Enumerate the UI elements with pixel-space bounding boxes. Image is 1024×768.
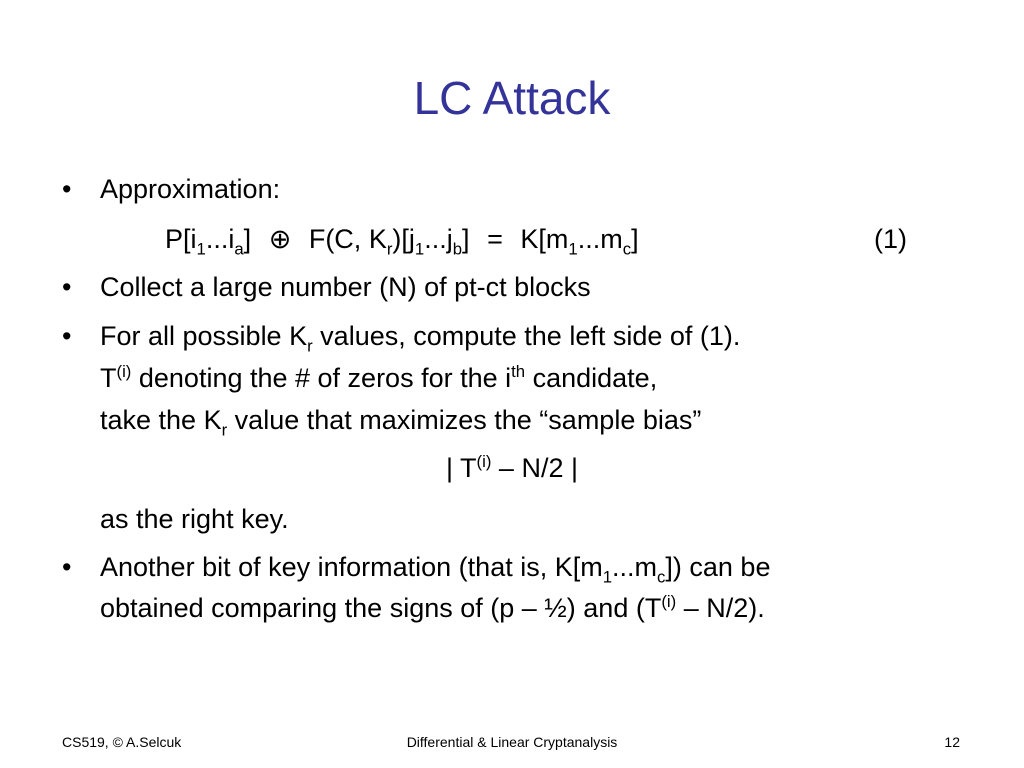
footer-course-title: Differential & Linear Cryptanalysis [406,734,618,750]
footer-author: CS519, © A.Selcuk [62,734,182,750]
bullet-marker-3: • [62,321,72,351]
bullet-marker-4: • [62,552,72,582]
bullet-approximation: Approximation: [100,174,281,204]
bullet-marker-1: • [62,174,72,204]
bullet-for-all-line-3: take the $K_r$ value that maximizes the “sample bias” [100,405,702,440]
bullet-another-bit-line-2: obtained comparing the signs of (p – ½) and $(T^{(i)} - N/2)$. [100,592,765,623]
sample-bias-formula: | $T^{(i)} - N/2$ | [446,452,578,483]
bullet-marker-2: • [62,272,72,302]
equation-number: (1) [874,224,907,254]
xor-operator: ⊕ [268,224,292,254]
equation-1: $P[i_1...i_a]$ ⊕ F(C, $K_r)[j_1...j_b] = K[m_1...m_c]$ [165,224,639,259]
slide-title: LC Attack [413,72,611,124]
bullet-another-bit-line-1: Another bit of key information (that is, $K[m_1...m_c]$) can be [100,552,771,587]
footer-page-number: 12 [944,734,960,750]
bullet-for-all-line-5: as the right key. [100,504,289,534]
bullet-collect: Collect a large number (N) of pt-ct blocks [100,272,591,302]
bullet-for-all-line-2: $T^{(i)}$ denoting the # of zeros for the $i^{th}$ candidate, [100,362,658,393]
bullet-for-all-line-1: For all possible $K_r$ values, compute the left side of (1). [100,321,741,356]
